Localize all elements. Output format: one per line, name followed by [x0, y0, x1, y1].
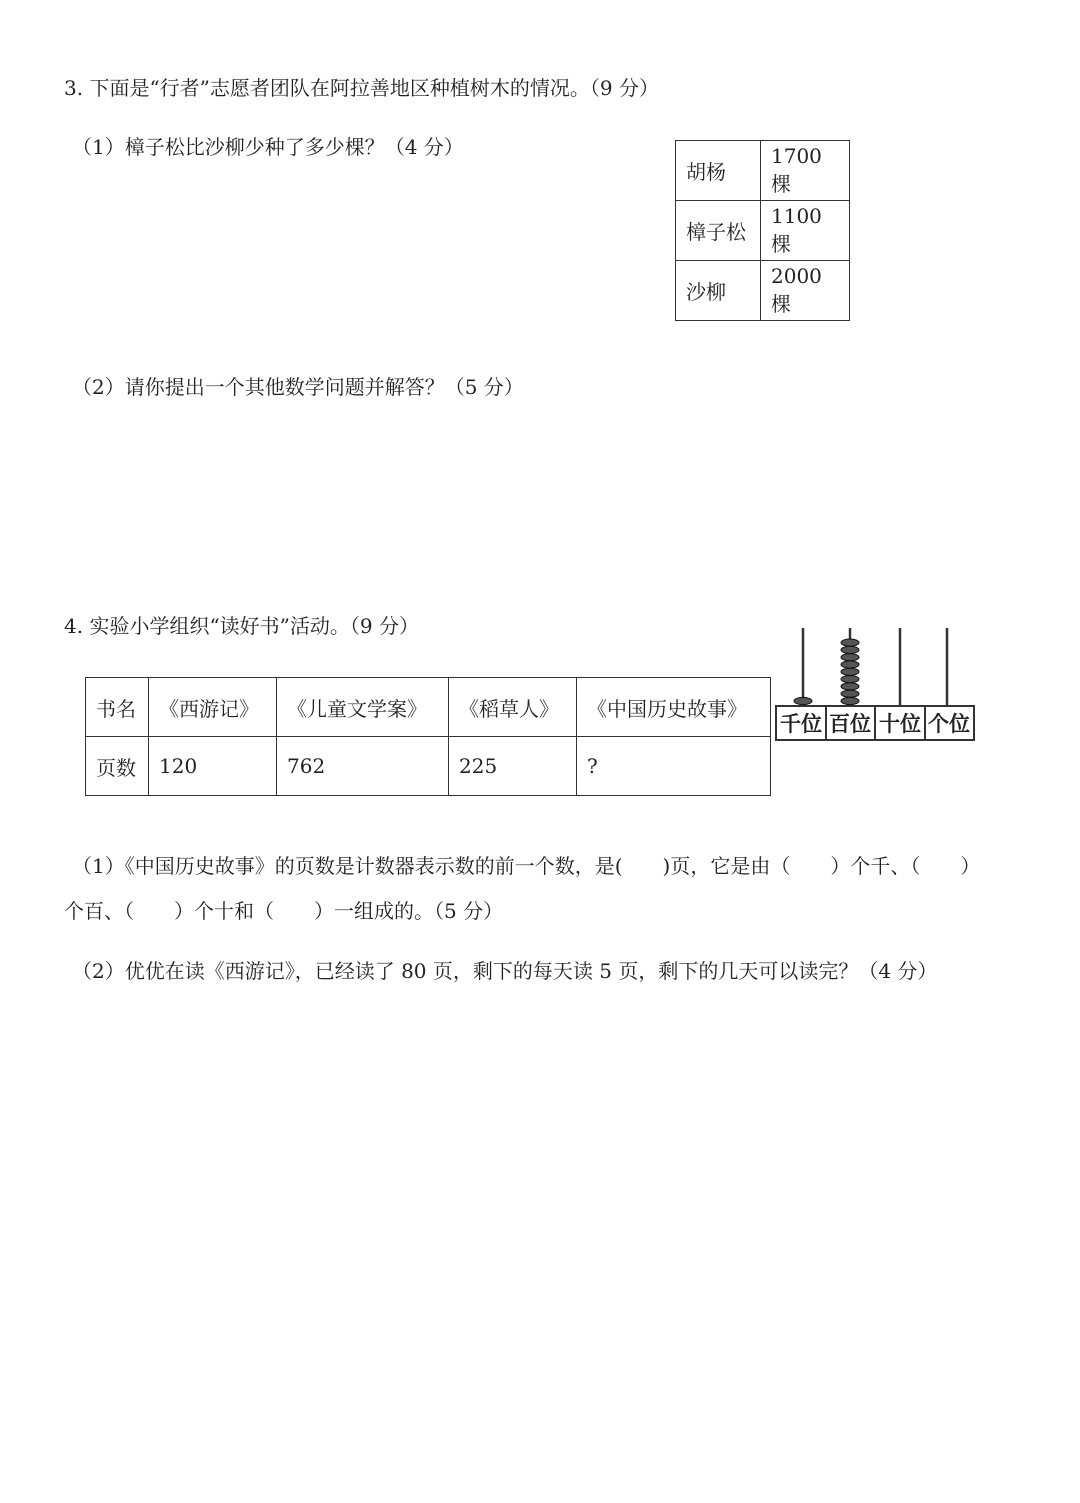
- q4-title: 4. 实验小学组织“读好书”活动。（9 分）: [64, 614, 419, 638]
- abacus-bead: [841, 661, 859, 668]
- books-table: [85, 677, 771, 796]
- header-cell: 书名: [86, 678, 149, 737]
- abacus-drawing: [772, 624, 978, 744]
- table-row: [86, 678, 771, 737]
- header-cell: 页数: [86, 737, 149, 796]
- table-row: [676, 261, 850, 321]
- place-label-thousands: 千位: [780, 712, 822, 736]
- table-row: [86, 737, 771, 796]
- book-title: 《儿童文学案》: [277, 678, 449, 737]
- tree-name: 沙柳: [676, 261, 761, 321]
- abacus-bead: [841, 668, 859, 675]
- place-label-hundreds: 百位: [829, 712, 871, 736]
- abacus-bead: [841, 697, 859, 704]
- abacus-bead: [841, 646, 859, 653]
- page-count: ?: [577, 737, 771, 796]
- book-title: 《西游记》: [149, 678, 277, 737]
- tree-name: 胡杨: [676, 141, 761, 201]
- q4-sub1-line1: （1）《中国历史故事》的页数是计数器表示数的前一个数，是( )页，它是由（ ）个千、（ ）: [72, 854, 981, 878]
- q3-sub2: （2）请你提出一个其他数学问题并解答？（5 分）: [72, 375, 524, 399]
- abacus-counter: [772, 624, 978, 748]
- q3-title: 3. 下面是“行者”志愿者团队在阿拉善地区种植树木的情况。（9 分）: [64, 76, 659, 100]
- trees-table: [675, 140, 850, 321]
- tree-count: 1100 棵: [761, 201, 850, 261]
- tree-count: 1700 棵: [761, 141, 850, 201]
- page-count: 120: [149, 737, 277, 796]
- abacus-bead: [841, 639, 859, 646]
- page-count: 225: [449, 737, 577, 796]
- q4-sub1-line2: 个百、（ ）个十和（ ）一组成的。（5 分）: [64, 899, 504, 923]
- abacus-bead: [794, 697, 812, 704]
- book-title: 《稻草人》: [449, 678, 577, 737]
- abacus-bead: [841, 676, 859, 683]
- place-label-ones: 个位: [928, 712, 970, 736]
- q4-sub2: （2）优优在读《西游记》，已经读了 80 页，剩下的每天读 5 页，剩下的几天可以读完？（4 分）: [72, 959, 938, 983]
- abacus-bead: [841, 683, 859, 690]
- q3-sub1: （1）樟子松比沙柳少种了多少棵？（4 分）: [72, 135, 464, 159]
- book-title: 《中国历史故事》: [577, 678, 771, 737]
- abacus-bead: [841, 690, 859, 697]
- table-row: [676, 141, 850, 201]
- page-count: 762: [277, 737, 449, 796]
- place-label-tens: 十位: [879, 712, 921, 736]
- tree-name: 樟子松: [676, 201, 761, 261]
- table-row: [676, 201, 850, 261]
- tree-count: 2000 棵: [761, 261, 850, 321]
- abacus-bead: [841, 654, 859, 661]
